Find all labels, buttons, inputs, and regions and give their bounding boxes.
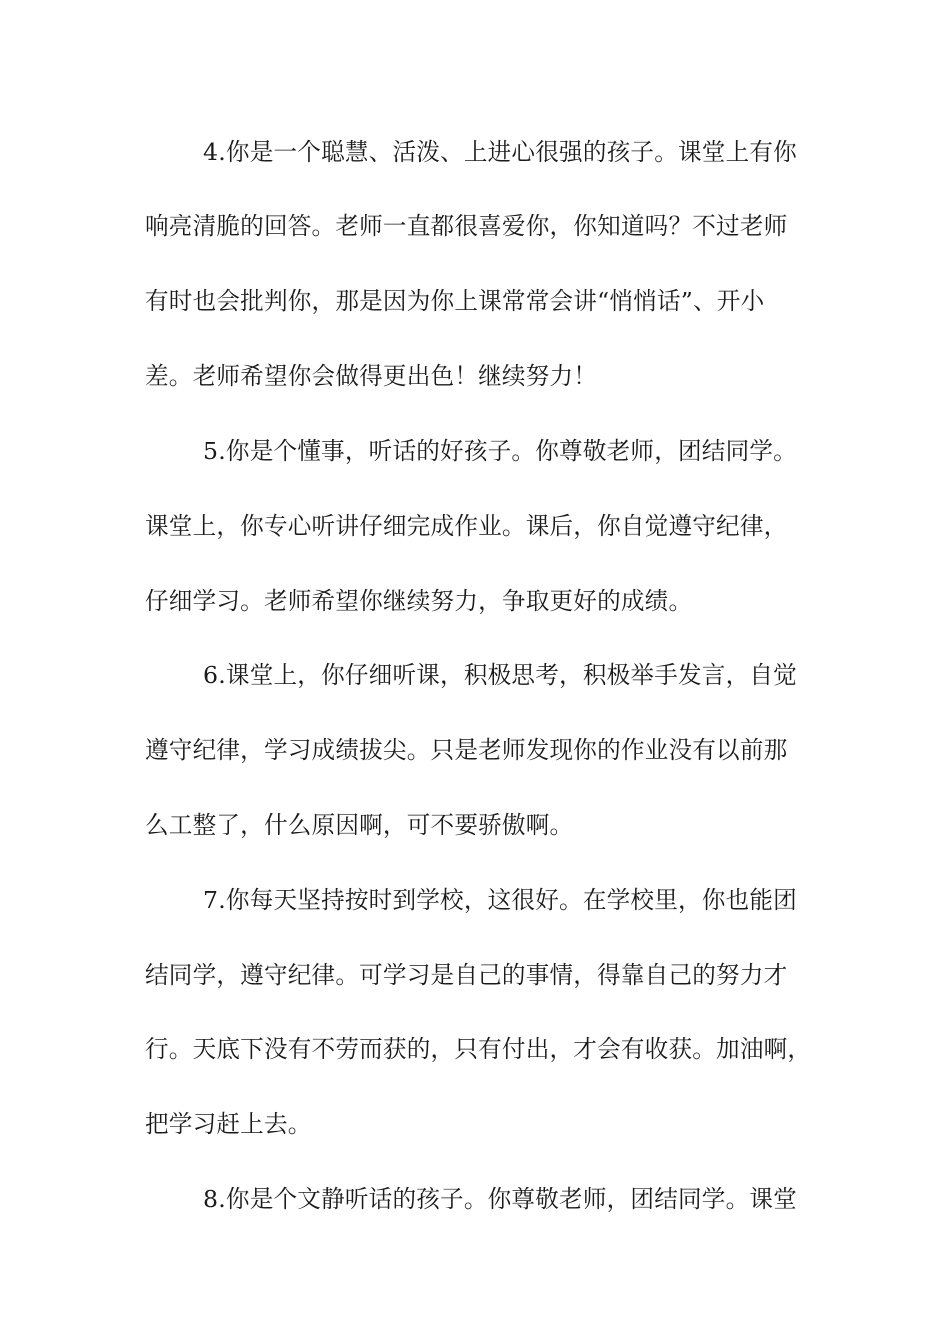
paragraph-7-line-2: 结同学，遵守纪律。可学习是自己的事情，得靠自己的努力才	[145, 961, 788, 989]
paragraph-6-line-3: 么工整了，什么原因啊，可不要骄傲啊。	[145, 811, 574, 839]
paragraph-4-line-2: 响亮清脆的回答。老师一直都很喜爱你，你知道吗？不过老师	[145, 212, 788, 240]
paragraph-5-line-2: 课堂上，你专心听讲仔细完成作业。课后，你自觉遵守纪律，	[145, 512, 788, 540]
paragraph-7-line-4: 把学习赶上去。	[145, 1110, 312, 1138]
paragraph-7-line-3: 行。天底下没有不劳而获的，只有付出，才会有收获。加油啊，	[145, 1035, 812, 1063]
paragraph-5-line-3: 仔细学习。老师希望你继续努力，争取更好的成绩。	[145, 587, 693, 615]
paragraph-5-line-1: 5.你是个懂事，听话的好孩子。你尊敬老师，团结同学。	[203, 437, 797, 465]
paragraph-8-line-1: 8.你是个文静听话的孩子。你尊敬老师，团结同学。课堂	[203, 1185, 797, 1213]
paragraph-6-line-1: 6.课堂上，你仔细听课，积极思考，积极举手发言，自觉	[203, 661, 797, 689]
paragraph-4-line-1: 4.你是一个聪慧、活泼、上进心很强的孩子。课堂上有你	[203, 138, 797, 166]
paragraph-4-line-3: 有时也会批判你，那是因为你上课常常会讲“悄悄话”、开小	[145, 287, 765, 315]
paragraph-7-line-1: 7.你每天坚持按时到学校，这很好。在学校里，你也能团	[203, 886, 797, 914]
paragraph-6-line-2: 遵守纪律，学习成绩拔尖。只是老师发现你的作业没有以前那	[145, 736, 788, 764]
paragraph-4-line-4: 差。老师希望你会做得更出色！继续努力！	[145, 362, 598, 390]
